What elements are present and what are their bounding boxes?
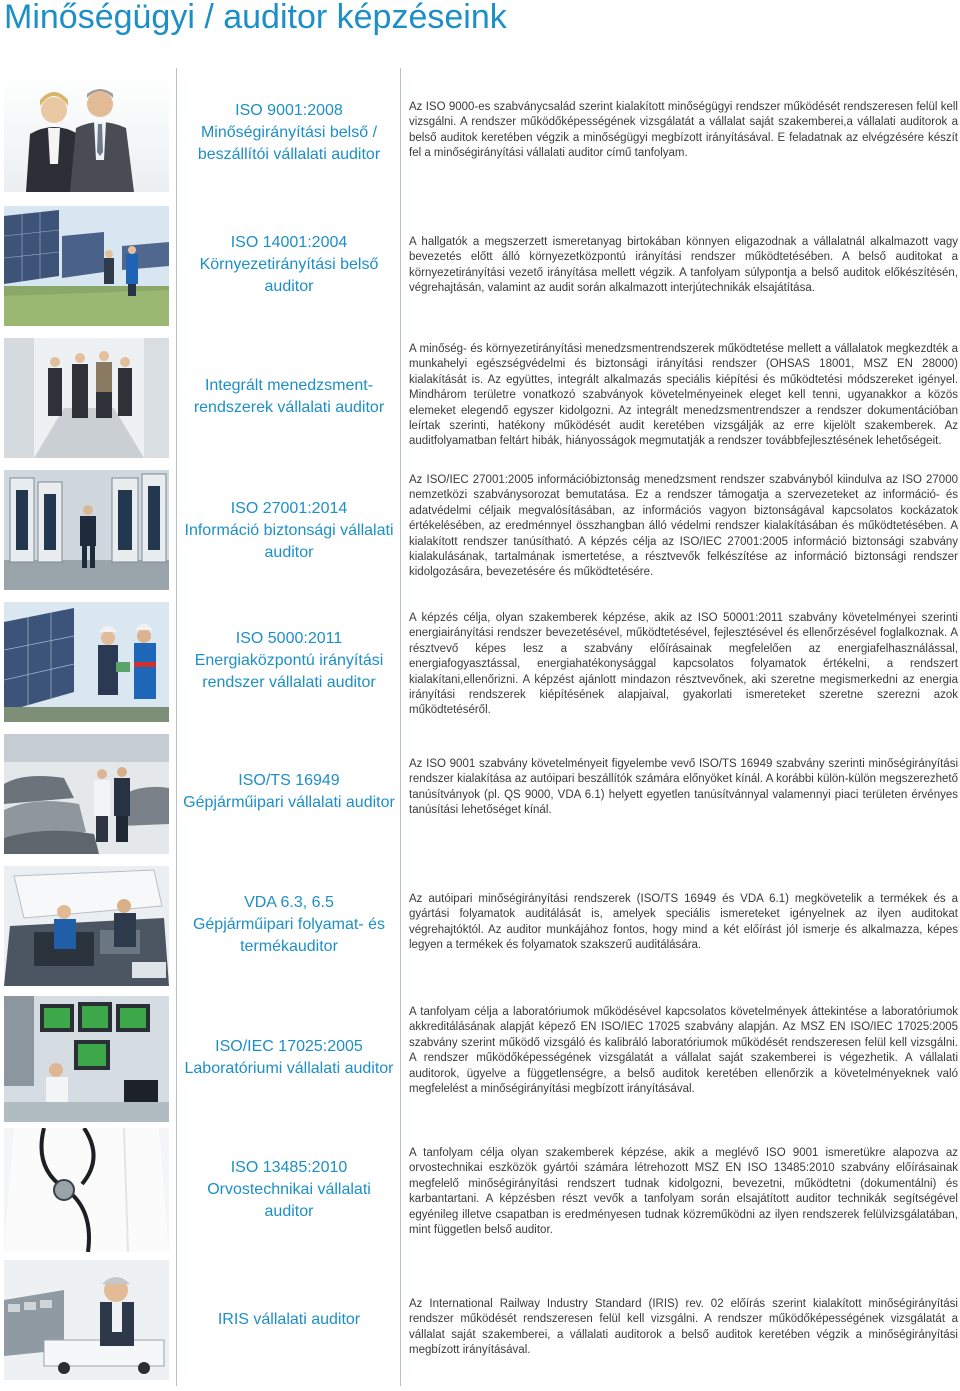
course-title: Integrált menedzsment- rendszerek vállalati auditor (193, 377, 385, 416)
server-room-photo (4, 470, 169, 590)
stethoscope-photo (4, 1128, 169, 1252)
laboratory-monitors-photo (4, 996, 169, 1122)
course-title: ISO 27001:2014 Információ biztonsági vállalati auditor (184, 500, 394, 561)
column-divider-right (400, 68, 401, 1386)
course-description: A minőség- és környezetirányítási menedzsmentrendszerek működtetése mellett a vállalatok megkezdték a munkahelyi egészségvédelmi és biztonsági irányítási rendszer (OHSAS 18001, MSZ EN 28000) kialakítását is. Az együttes, integrált alkalmazás speciális kiépítési és működtetési módszereket igényel. Mindhárom területre vonatkozó szabványok követelményeinek eleget kell tenni, ugyanakkor a közös elemeket elegendő egyszer kidolgozni. Az integrált menedzsmentrendszer a rendszer dokumentációban leírtak szerinti, hatékony működését audit keretében vizsgálják az erre kijelölt szakemberek. Az auditfolyamatban feltárt hibák, hiányosságok megmutatják a rendszer továbbfejlesztésének lehetőségeit. (409, 343, 958, 448)
two-business-people-photo (4, 72, 169, 192)
course-title: ISO 5000:2011 Energiaközpontú irányítási rendszer vállalati auditor (194, 630, 384, 691)
railway-man-truck-photo (4, 1260, 169, 1380)
course-title: ISO 13485:2010 Orvostechnikai vállalati auditor (207, 1159, 371, 1220)
course-title: ISO 14001:2004 Környezetirányítási belső auditor (199, 234, 379, 295)
course-title: ISO/IEC 17025:2005 Laboratóriumi vállalati auditor (184, 1038, 394, 1077)
course-description: Az ISO 9001 szabvány követelményeit figyelembe vevő ISO/TS 16949 szabvány szerinti minőségirányítási rendszer kialakítása az autóipari beszállítók számára előnyöket kínál. A korábbi külön-külön megszerezhető tanúsítványok (pl. QS 9000, VDA 6.1) helyett egyetlen tanúsítvánnyal valamennyi piaci területen érvényes tanúsítási lehetőséget kínál. (409, 758, 958, 817)
course-description: A hallgatók a megszerzett ismeretanyag birtokában könnyen eligazodnak a vállalatnál alkalmazott vagy bevezetés előtt álló környezetközpontú irányítási rendszer működtetésében. A belső auditokat a környezetirányítási vezető irányítása mellett végzik. A tanfolyam súlypontja a belső auditok előkészítésén, végrehajtásán, valamint az audit során alkalmazott interjútechnikák elsajátítása. (409, 236, 958, 295)
course-description: Az autóipari minőségirányítási rendszerek (ISO/TS 16949 és VDA 6.1) megkövetelik a termékek és a gyártási folyamatok auditálását is, amelyek speciális ismereteket igényelnek az ilyen auditokat végrehajtóktól. Az auditor munkájához fontos, hogy mind a két előírást jól ismerje és alkalmazza, képes legyen a termékek és folyamatok szakszerű auditálására. (409, 893, 958, 952)
page-title: Minőségügyi / auditor képzéseink (4, 0, 507, 36)
course-title: ISO/TS 16949 Gépjárműipari vállalati auditor (183, 772, 395, 811)
course-title: IRIS vállalati auditor (217, 1311, 361, 1328)
business-team-walking-photo (4, 338, 169, 458)
course-title: VDA 6.3, 6.5 Gépjárműipari folyamat- és termékauditor (192, 894, 386, 955)
car-dealership-photo (4, 734, 169, 854)
course-description: Az International Railway Industry Standard (IRIS) rev. 02 előírás szerint kialakított minőségirányítási rendszer működését rendszeresen felül kell vizsgálni. A rendszer működőképességének vizsgálatát a vállalat saját szakemberei, a vállalati auditorok a belső auditok keretében végzik a minőségirányítási megbízott irányításával. (409, 1298, 958, 1357)
car-engine-inspection-photo (4, 866, 169, 986)
course-description: A tanfolyam célja a laboratóriumok működésével kapcsolatos követelmények áttekintése a laboratóriumok akkreditálásának alapját képező EN ISO/IEC 17025 szabvány alapján. Az MSZ EN ISO/IEC 17025:2005 szabvány szerint működő vizsgáló és kalibráló laboratóriumok működését rendszeresen felül kell vizsgálni. A rendszer működőképességének vizsgálatát a vállalat saját szakemberei is végezhetik. A vállalati auditorok, ügyelve a függetlenségre, a belső auditok keretében ellenőrzik a követelményeknek való megfelelést a minőségirányítási megbízott irányításával. (409, 1006, 958, 1096)
course-description: Az ISO 9000-es szabványcsalád szerint kialakított minőségügyi rendszer működését rendszeresen felül kell vizsgálni. A rendszer működőképességének vizsgálatát a vállalat saját szakemberei,a vállalati auditorok a belső auditok keretében végzik a minőségügyi megbízott irányításával. E feladatnak az elvégzésére készít fel a minőségirányítási vállalati auditor című tanfolyam. (409, 101, 958, 160)
column-divider-left (176, 68, 177, 1386)
course-description: A tanfolyam célja olyan szakemberek képzése, akik a meglévő ISO 9001 ismeretükre alapozva az orvostechnikai eszközök gyártói számára létrehozott MSZ EN ISO 13485:2010 szabvány előírásainak megfelelő minőségirányítási rendszert tudnak kidolgozni, bevezetni, működtetni (dokumentálni) és karbantartani. A képzésben részt vevők a tanfolyam során elsajátított auditor technikák segítségével egyénileg illetve csapatban is eredményesen tudnak közreműködni az ilyen rendszerek felülvizsgálatában, mint független belső auditor. (409, 1147, 958, 1237)
course-title: ISO 9001:2008 Minőségirányítási belső / beszállítói vállalati auditor (197, 102, 381, 163)
solar-panels-field-photo (4, 206, 169, 326)
course-description: A képzés célja, olyan szakemberek képzése, akik az ISO 50001:2011 szabvány követelményei szerinti energiairányítási rendszer bevezetésével, működtetésével, fejlesztésével és ellenőrzésével foglalkoznak. A résztvevő képes lesz a szabvány előírásainak megfelelően az energiafelhasználással, energiafogyasztással, energiahatékonysággal kapcsolatos folyamatok értékelni, a rendszert kialakítani,ellenőrizni. A képzést ajánlott mindazon résztvevőnek, aki szeretne megismerkedni az energia irányítási rendszerek kiépítésének alapjaival, gyakorlati ismereteket szeretne szerezni azok működtetéséről. (409, 612, 958, 717)
course-description: Az ISO/IEC 27001:2005 információbiztonság menedzsment rendszer szabványból kiindulva az ISO 27000 nemzetközi szabványsorozat bemutatása. Ez a rendszer támogatja a szervezeteket az információ- és adatvédelmi céljaik megvalósításában, az információs vagyon biztonságával kapcsolatos kockázatok értékelésében, az eredménnyel összhangban álló védelmi rendszer kialakításában és működtetésében. A kialakított rendszer tanúsítható. A képzés célja az ISO/IEC 27001:2005 információ biztonsági szabvány kialakulásának, tartalmának ismertetése, a résztvevők felkészítése az információ biztonsági rendszer kidolgozására, bevezetésére és működtetésére. (409, 474, 958, 579)
engineers-at-solar-plant-photo (4, 602, 169, 722)
